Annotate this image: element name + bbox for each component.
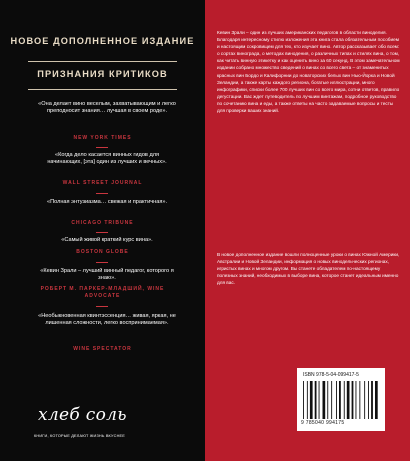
quote-text: «Когда дело касается винных гидов для начинающих, [эта] один из лучших и вечных».: [47, 152, 167, 166]
quote-text: «Полная энтузиазма… свежая и практичная».: [46, 199, 168, 205]
praise-header: ПРИЗНАНИЯ КРИТИКОВ: [37, 69, 168, 79]
barcode-icon: [303, 381, 379, 419]
quote-separator: [96, 193, 108, 194]
quote-source: BOSTON GLOBE: [76, 249, 129, 255]
quote-text: «Самый живой краткий курс вина».: [61, 237, 153, 243]
publisher-tagline: КНИГИ, КОТОРЫЕ ДЕЛАЮТ ЖИЗНЬ ВКУСНЕЕ: [34, 434, 125, 438]
isbn-text: ISBN 978-5-04-099417-5: [303, 372, 359, 378]
quote-source: NEW YORK TIMES: [73, 135, 132, 141]
quote-text: «Необыкновенная квинтэссенция… живая, яркая, не лишенная сложности, легко воспринимаемая».: [38, 313, 176, 327]
quote-separator: [96, 147, 108, 148]
quote-text: «Кевин Зрали – лучший винный педагог, которого я знаю».: [40, 268, 174, 282]
quote-separator: [96, 232, 108, 233]
quote-source: CHICAGO TRIBUNE: [71, 220, 134, 226]
edition-header: НОВОЕ ДОПОЛНЕННОЕ ИЗДАНИЕ: [10, 36, 195, 46]
header-divider-bottom: [28, 89, 177, 90]
publisher-logo: хлеб соль: [38, 405, 127, 425]
description-paragraph: В новое дополненное издание вошли полноценные уроки о винах Южной Америки, Австралии и Новой Зеландии, информация о новых винодельческих регионах, игристых винах и многом другом. Вы станете обладателем по-настоящему полезных знаний, необходимых в выборе вина, которое станет идеальным именно для вас.: [217, 252, 400, 286]
quote-source: WINE SPECTATOR: [73, 346, 132, 352]
quote-text: «Она делает вино веселым, захватывающим и легко преподносит знания… лучшая в своем роде».: [38, 101, 176, 115]
barcode-number: 9 785040 994175: [301, 420, 345, 426]
header-divider-top: [28, 61, 177, 62]
barcode-block: [297, 368, 385, 431]
description-paragraph: Кевин Зрали – один из лучших американских педагогов в области виноделия. Благодаря интересному стилю изложения эта книга стала обязательным пособием и настоящим сокровищем для тех, кто изучает вино. Автор рассказывает обо всем: о сортах винограда, о методах винодения, о различных типах и стилях вина, о том, как читать винную этикетку и как оценить вино за 60 секунд. В этом замечательном издании собрано множество сведений о винах со всего света – от знаменитых красных вин Бордо и Калифорнии до новаторских белых вин Нью-Йорка и Новой Зеландии, а также карты каждого региона, богатые иллюстрации, много инфографики, списки более 700 лучших вин со всего мира, сотни ответов, правило дегустации. Вас ждет путеводитель по лучшим винтажам, подробное руководство по сочетанию вина и еды, а также ответы на часто задаваемые вопросы и тесты для проверки ваших знаний.: [217, 30, 400, 114]
quote-source: WALL STREET JOURNAL: [62, 180, 143, 186]
quote-source: РОБЕРТ М. ПАРКЕР-МЛАДШИЙ, WINE ADVOCATE: [40, 286, 165, 299]
quote-separator: [96, 306, 108, 307]
quote-separator: [96, 262, 108, 263]
